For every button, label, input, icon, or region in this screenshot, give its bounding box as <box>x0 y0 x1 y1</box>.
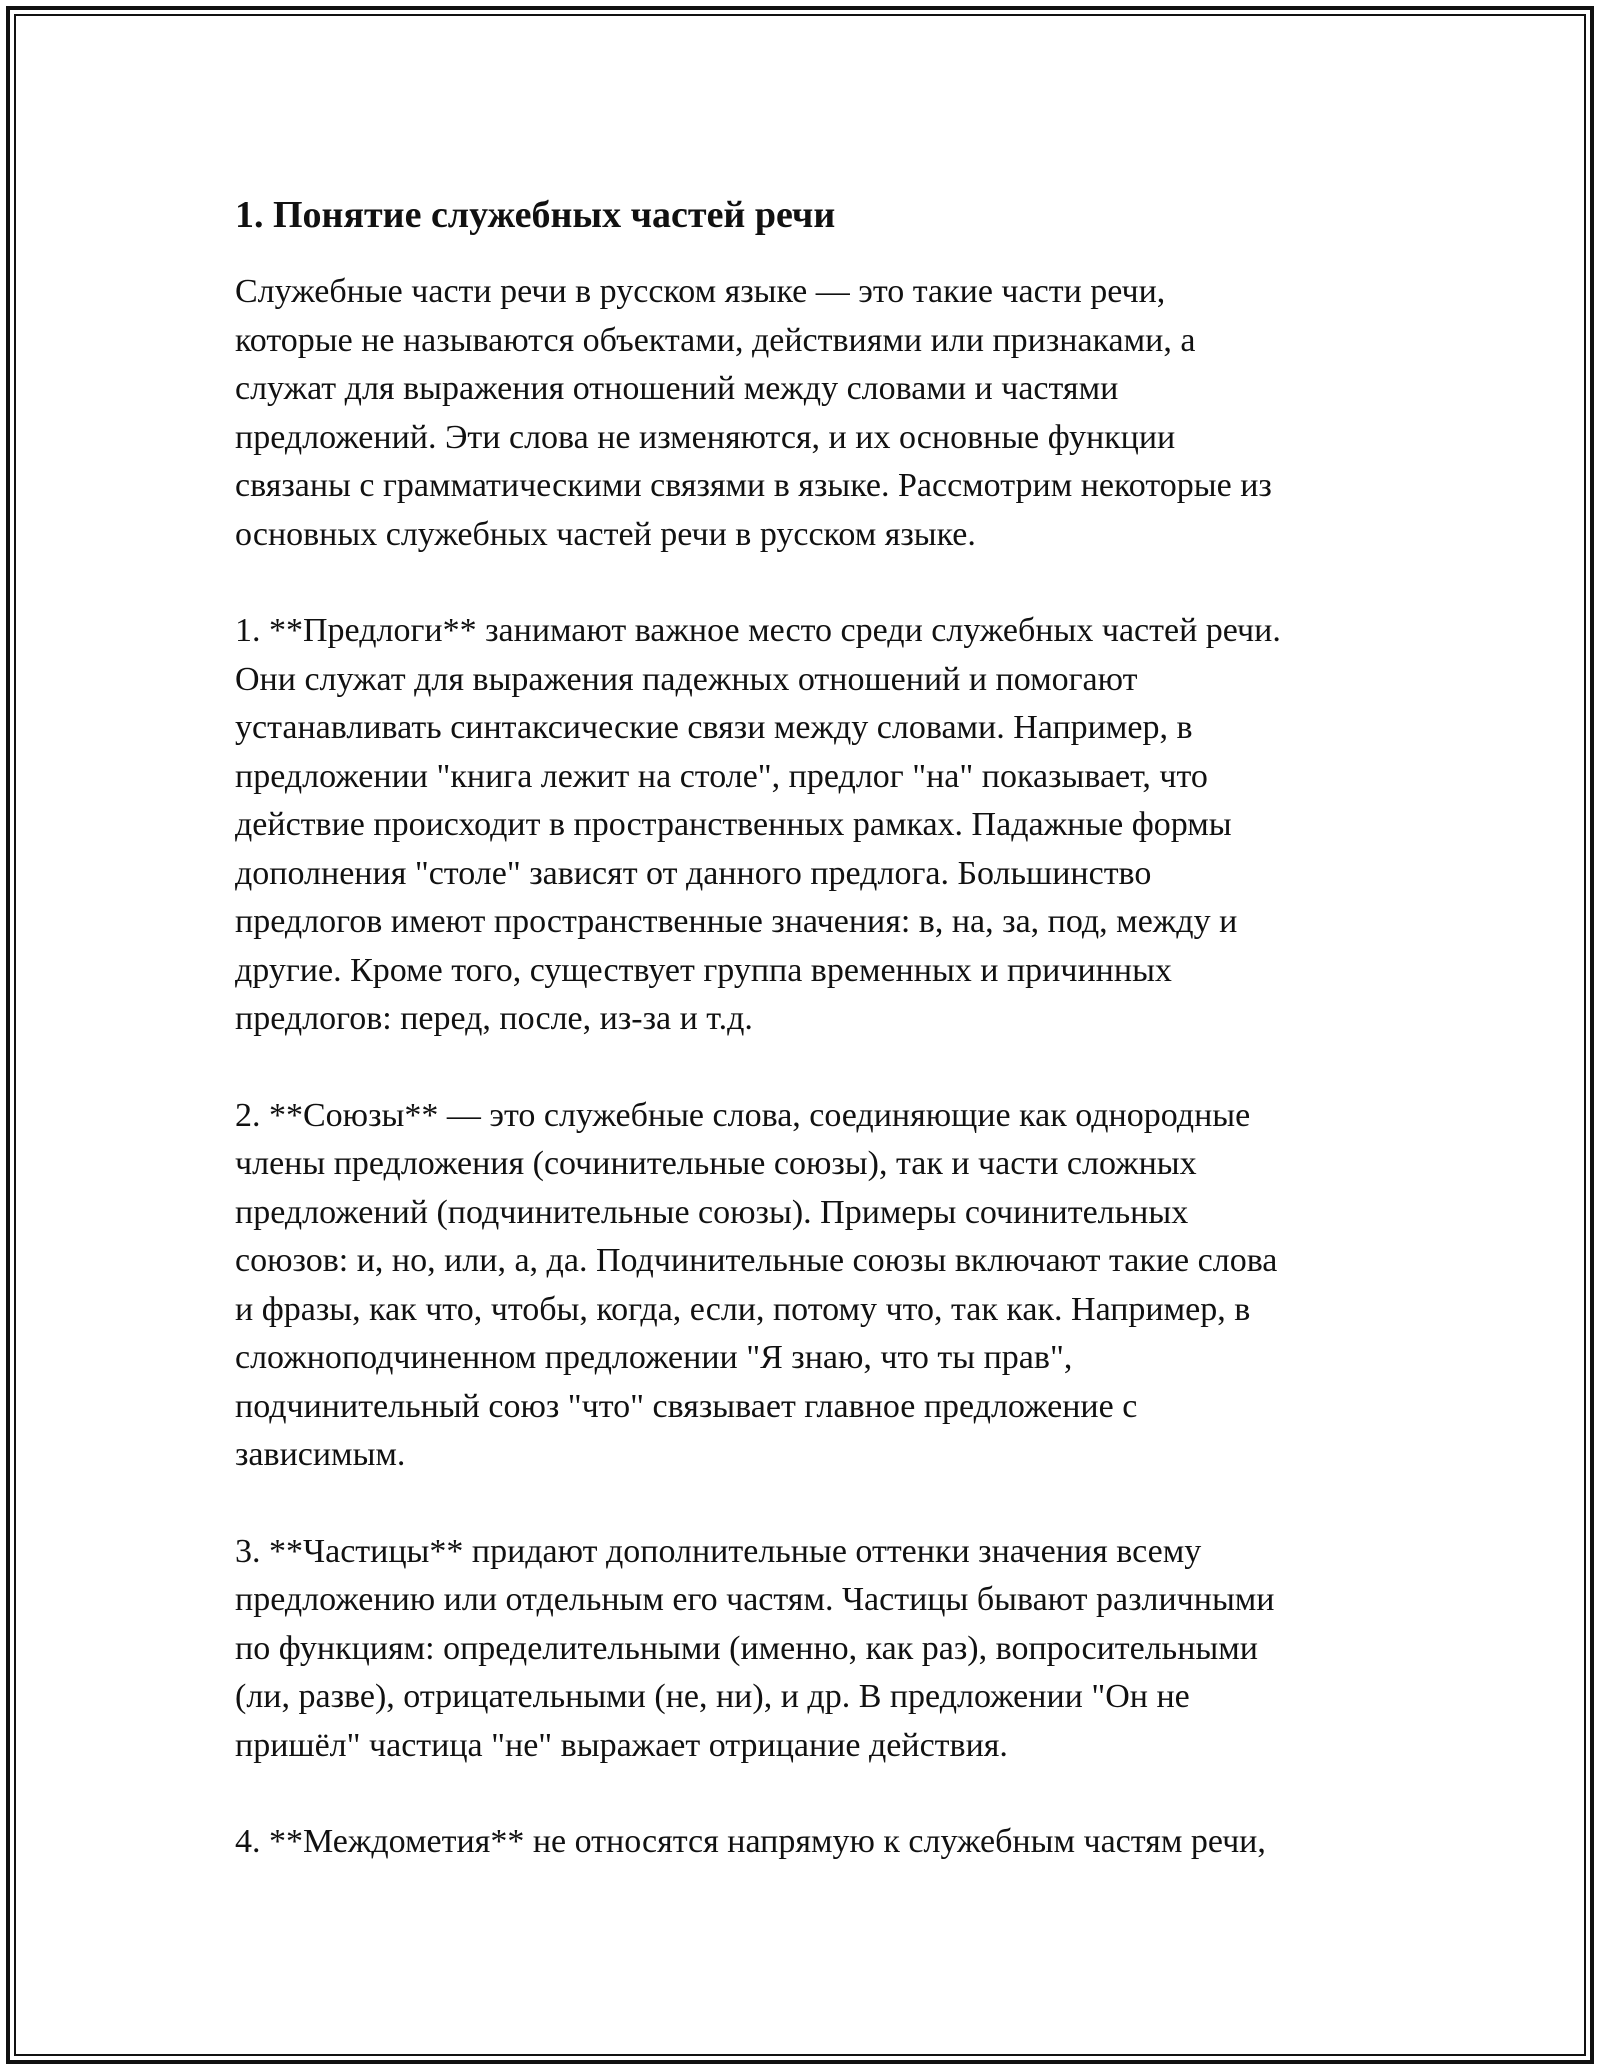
text-line: основных служебных частей речи в русском языке. <box>235 515 976 553</box>
text-line: по функциям: определительными (именно, как раз), вопросительными <box>235 1629 1258 1667</box>
text-line: 2. **Союзы** — это служебные слова, соединяющие как однородные <box>235 1096 1251 1134</box>
document-body <box>235 190 1375 1867</box>
text-line: члены предложения (сочинительные союзы), так и части сложных <box>235 1145 1197 1182</box>
text-line: дополнения "столе" зависят от данного предлога. Большинство <box>235 854 1152 892</box>
text-line: связаны с грамматическими связями в языке. Рассмотрим некоторые из <box>235 467 1272 504</box>
text-line: пришёл" частица "не" выражает отрицание действия. <box>235 1726 1008 1764</box>
paragraph-prepositions <box>235 607 1375 1044</box>
text-line: Служебные части речи в русском языке — это такие части речи, <box>235 273 1166 310</box>
text-line: Они служат для выражения падежных отношений и помогают <box>235 660 1138 698</box>
text-line: предложению или отдельным его частям. Частицы бывают различными <box>235 1581 1275 1618</box>
text-line: предлогов имеют пространственные значения: в, на, за, под, между и <box>235 903 1238 940</box>
text-line: 4. **Междометия** не относятся напрямую к служебным частям речи, <box>235 1823 1266 1860</box>
text-line: и фразы, как что, чтобы, когда, если, потому что, так как. Например, в <box>235 1290 1251 1328</box>
paragraph-intro <box>235 268 1375 559</box>
text-line: которые не называются объектами, действиями или признаками, а <box>235 321 1196 359</box>
text-line: (ли, разве), отрицательными (не, ни), и др. В предложении "Он не <box>235 1678 1190 1715</box>
paragraph-particles <box>235 1528 1375 1771</box>
text-line: действие происходит в пространственных рамках. Падажные формы <box>235 806 1232 843</box>
paragraph-conjunctions <box>235 1092 1375 1480</box>
paragraph-interjections <box>235 1818 1375 1867</box>
text-line: подчинительный союз "что" связывает главное предложение с <box>235 1387 1138 1425</box>
text-line: служат для выражения отношений между словами и частями <box>235 370 1119 407</box>
text-line: предложений. Эти слова не изменяются, и их основные функции <box>235 418 1176 456</box>
text-line: 1. **Предлоги** занимают важное место среди служебных частей речи. <box>235 612 1281 649</box>
text-line: 3. **Частицы** придают дополнительные оттенки значения всему <box>235 1532 1202 1570</box>
text-line: сложноподчиненном предложении "Я знаю, что ты прав", <box>235 1339 1073 1376</box>
text-line: предлогов: перед, после, из-за и т.д. <box>235 1000 753 1037</box>
text-line: предложений (подчинительные союзы). Примеры сочинительных <box>235 1193 1189 1231</box>
text-line: союзов: и, но, или, а, да. Подчинительные союзы включают такие слова <box>235 1242 1278 1279</box>
text-line: предложении "книга лежит на столе", предлог "на" показывает, что <box>235 757 1208 795</box>
text-line: другие. Кроме того, существует группа временных и причинных <box>235 951 1172 989</box>
text-line: зависимым. <box>235 1436 406 1473</box>
text-line: устанавливать синтаксические связи между словами. Например, в <box>235 709 1193 746</box>
section-heading: 1. Понятие служебных частей речи <box>235 194 836 236</box>
